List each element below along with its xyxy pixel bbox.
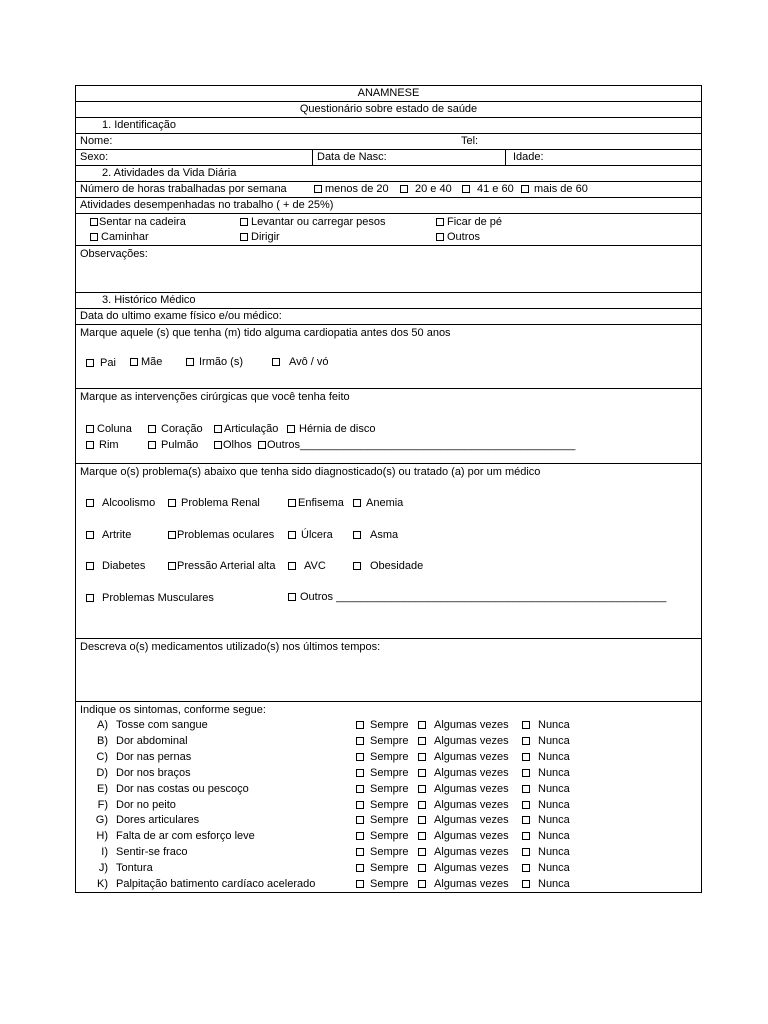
checkbox[interactable]: [356, 801, 364, 809]
nunca-option[interactable]: Nunca: [522, 862, 570, 875]
checkbox[interactable]: [356, 832, 364, 840]
sintoma-label: I) Sentir-se fraco: [101, 846, 188, 859]
algumas-vezes-option[interactable]: Algumas vezes: [418, 846, 509, 859]
checkbox[interactable]: [418, 753, 426, 761]
form-title: ANAMNESE: [76, 86, 701, 102]
checkbox[interactable]: [90, 233, 98, 241]
sempre-option[interactable]: Sempre: [356, 846, 409, 859]
checkbox[interactable]: [353, 531, 361, 539]
problema-option[interactable]: Problemas oculares: [168, 529, 274, 542]
algumas-vezes-option[interactable]: Algumas vezes: [418, 878, 509, 891]
horas-option[interactable]: menos de 20: [314, 183, 389, 196]
checkbox[interactable]: [356, 737, 364, 745]
checkbox[interactable]: [356, 785, 364, 793]
sempre-option[interactable]: Sempre: [356, 719, 409, 732]
sintoma-row: [76, 735, 701, 750]
algumas-vezes-option[interactable]: Algumas vezes: [418, 862, 509, 875]
nunca-option[interactable]: Nunca: [522, 799, 570, 812]
cirurgia-option[interactable]: Pulmão: [148, 439, 198, 452]
row-cardiopatia: [76, 325, 701, 389]
problema-option[interactable]: Enfisema: [288, 497, 344, 510]
checkbox[interactable]: [418, 832, 426, 840]
checkbox[interactable]: [86, 531, 94, 539]
sintoma-label: D) Dor nos braços: [96, 766, 191, 779]
sempre-option[interactable]: Sempre: [356, 799, 409, 812]
nunca-option[interactable]: Nunca: [522, 814, 570, 827]
sintoma-row: [76, 799, 701, 814]
cardio-option[interactable]: Avô / vó: [272, 356, 329, 369]
checkbox[interactable]: [86, 359, 94, 367]
algumas-vezes-option[interactable]: Algumas vezes: [418, 719, 509, 732]
sempre-option[interactable]: Sempre: [356, 735, 409, 748]
checkbox[interactable]: [90, 218, 98, 226]
row-medicamentos[interactable]: [76, 639, 701, 702]
cirurgia-option[interactable]: Hérnia de disco: [287, 423, 375, 436]
checkbox[interactable]: [356, 769, 364, 777]
checkbox[interactable]: [353, 562, 361, 570]
horas-option[interactable]: mais de 60: [521, 183, 588, 196]
checkbox[interactable]: [356, 864, 364, 872]
sintoma-row: [76, 878, 701, 893]
checkbox[interactable]: [436, 233, 444, 241]
row-horas: [76, 182, 701, 198]
cardio-option[interactable]: Mãe: [130, 356, 162, 369]
problema-option[interactable]: Outros ______________________________________________________: [288, 591, 666, 604]
tel-label[interactable]: Tel:: [461, 135, 479, 147]
algumas-vezes-option[interactable]: Algumas vezes: [418, 751, 509, 764]
sempre-option[interactable]: Sempre: [356, 878, 409, 891]
sexo-label[interactable]: Sexo:: [80, 151, 109, 163]
atividade-option[interactable]: Outros: [436, 231, 480, 244]
checkbox[interactable]: [522, 848, 530, 856]
horas-option[interactable]: 20 e 40: [400, 183, 452, 196]
checkbox[interactable]: [168, 499, 176, 507]
checkbox[interactable]: [418, 769, 426, 777]
nunca-option[interactable]: Nunca: [522, 783, 570, 796]
atividade-option[interactable]: Levantar ou carregar pesos: [240, 216, 386, 229]
sintoma-label: F) Dor no peito: [97, 798, 176, 811]
nasc-label[interactable]: Data de Nasc:: [317, 151, 387, 163]
checkbox[interactable]: [462, 185, 470, 193]
sintoma-label: G) Dores articulares: [95, 814, 200, 827]
checkbox[interactable]: [356, 848, 364, 856]
checkbox[interactable]: [168, 562, 176, 570]
row-observacoes[interactable]: [76, 246, 701, 293]
sempre-option[interactable]: Sempre: [356, 767, 409, 780]
cardio-option[interactable]: Pai: [86, 357, 116, 370]
sempre-option[interactable]: Sempre: [356, 862, 409, 875]
cirurgia-option[interactable]: Coluna: [86, 423, 132, 436]
anamnese-form: [75, 85, 702, 893]
checkbox[interactable]: [400, 185, 408, 193]
algumas-vezes-option[interactable]: Algumas vezes: [418, 783, 509, 796]
problema-option[interactable]: Pressão Arterial alta: [168, 560, 275, 573]
checkbox[interactable]: [288, 562, 296, 570]
idade-label[interactable]: Idade:: [513, 151, 544, 163]
sempre-option[interactable]: Sempre: [356, 783, 409, 796]
checkbox[interactable]: [522, 785, 530, 793]
checkbox[interactable]: [148, 441, 156, 449]
observacoes-label: Observações:: [80, 248, 148, 260]
checkbox[interactable]: [287, 425, 295, 433]
checkbox[interactable]: [272, 358, 280, 366]
checkbox[interactable]: [436, 218, 444, 226]
problema-option[interactable]: Problemas Musculares: [86, 592, 214, 605]
checkbox[interactable]: [258, 441, 266, 449]
section-identificacao: 1. Identificação: [76, 118, 701, 134]
problema-option[interactable]: Úlcera: [288, 529, 333, 542]
cardio-option[interactable]: Irmão (s): [186, 356, 243, 369]
cirurgia-option[interactable]: Outros_____________________________________________: [258, 439, 575, 452]
problemas-label: Marque o(s) problema(s) abaixo que tenha sido diagnosticado(s) ou tratado (a) por um médico: [80, 466, 541, 478]
sintoma-row: [76, 751, 701, 766]
sintoma-label: J) Tontura: [98, 862, 153, 875]
row-sintomas: [76, 702, 701, 892]
problema-option[interactable]: Diabetes: [86, 560, 145, 573]
atividade-option[interactable]: Caminhar: [90, 231, 149, 244]
checkbox[interactable]: [522, 801, 530, 809]
problema-option[interactable]: Anemia: [353, 497, 403, 510]
sintoma-row: [76, 767, 701, 782]
nunca-option[interactable]: Nunca: [522, 846, 570, 859]
horas-option[interactable]: 41 e 60: [462, 183, 514, 196]
sintoma-label: B) Dor abdominal: [97, 734, 188, 747]
checkbox[interactable]: [168, 531, 176, 539]
algumas-vezes-option[interactable]: Algumas vezes: [418, 735, 509, 748]
nunca-option[interactable]: Nunca: [522, 735, 570, 748]
checkbox[interactable]: [240, 218, 248, 226]
algumas-vezes-option[interactable]: Algumas vezes: [418, 767, 509, 780]
algumas-vezes-option[interactable]: Algumas vezes: [418, 799, 509, 812]
checkbox[interactable]: [86, 499, 94, 507]
checkbox[interactable]: [418, 785, 426, 793]
checkbox[interactable]: [356, 880, 364, 888]
section-atividades: 2. Atividades da Vida Diária: [76, 166, 701, 182]
algumas-vezes-option[interactable]: Algumas vezes: [418, 814, 509, 827]
checkbox[interactable]: [288, 593, 296, 601]
checkbox[interactable]: [356, 753, 364, 761]
nunca-option[interactable]: Nunca: [522, 719, 570, 732]
problema-option[interactable]: Artrite: [86, 529, 131, 542]
checkbox[interactable]: [418, 801, 426, 809]
cirurgia-option[interactable]: Olhos: [214, 439, 252, 452]
cirurgia-label: Marque as intervenções cirúrgicas que você tenha feito: [80, 391, 350, 403]
checkbox[interactable]: [314, 185, 322, 193]
checkbox[interactable]: [522, 816, 530, 824]
checkbox[interactable]: [418, 816, 426, 824]
nunca-option[interactable]: Nunca: [522, 751, 570, 764]
checkbox[interactable]: [522, 769, 530, 777]
sintoma-label: H) Falta de ar com esforço leve: [96, 830, 255, 843]
cardio-label: Marque aquele (s) que tenha (m) tido alguma cardiopatia antes dos 50 anos: [80, 327, 451, 339]
checkbox[interactable]: [521, 185, 529, 193]
atividade-option[interactable]: Dirigir: [240, 231, 280, 244]
algumas-vezes-option[interactable]: Algumas vezes: [418, 830, 509, 843]
medicamentos-label: Descreva o(s) medicamentos utilizado(s) nos últimos tempos:: [80, 641, 381, 653]
nunca-option[interactable]: Nunca: [522, 878, 570, 891]
checkbox[interactable]: [288, 499, 296, 507]
checkbox[interactable]: [86, 562, 94, 570]
checkbox[interactable]: [86, 425, 94, 433]
sempre-option[interactable]: Sempre: [356, 751, 409, 764]
cirurgia-option[interactable]: Coração: [148, 423, 203, 436]
checkbox[interactable]: [288, 531, 296, 539]
checkbox[interactable]: [418, 848, 426, 856]
sintoma-row: [76, 719, 701, 734]
checkbox[interactable]: [353, 499, 361, 507]
checkbox[interactable]: [240, 233, 248, 241]
nunca-option[interactable]: Nunca: [522, 830, 570, 843]
checkbox[interactable]: [130, 358, 138, 366]
checkbox[interactable]: [522, 832, 530, 840]
checkbox[interactable]: [186, 358, 194, 366]
checkbox[interactable]: [522, 721, 530, 729]
checkbox[interactable]: [86, 594, 94, 602]
checkbox[interactable]: [522, 753, 530, 761]
problema-option[interactable]: Asma: [353, 529, 398, 542]
problema-option[interactable]: AVC: [288, 560, 326, 573]
checkbox[interactable]: [522, 880, 530, 888]
row-cirurgias: [76, 389, 701, 464]
sintoma-label: K) Palpitação batimento cardíaco acelerado: [97, 878, 316, 890]
atividade-option[interactable]: Ficar de pé: [436, 216, 502, 229]
checkbox[interactable]: [418, 721, 426, 729]
exame-label[interactable]: Data do ultimo exame físico e/ou médico:: [76, 309, 701, 325]
sintoma-row: [76, 862, 701, 877]
sintomas-label: Indique os sintomas, conforme segue:: [80, 704, 266, 716]
sintoma-row: [76, 814, 701, 829]
checkbox[interactable]: [522, 737, 530, 745]
atividades-label: Atividades desempenhadas no trabalho ( + de 25%): [76, 198, 701, 214]
row-nome: [76, 134, 701, 150]
problema-option[interactable]: Problema Renal: [168, 497, 260, 510]
cirurgia-option[interactable]: Articulação: [214, 423, 278, 436]
checkbox[interactable]: [522, 864, 530, 872]
nome-label[interactable]: Nome:: [80, 135, 113, 147]
checkbox[interactable]: [86, 441, 94, 449]
sintoma-label: E) Dor nas costas ou pescoço: [97, 782, 249, 795]
checkbox[interactable]: [214, 425, 222, 433]
sintoma-row: [76, 846, 701, 861]
horas-label: Número de horas trabalhadas por semana: [80, 183, 287, 195]
checkbox[interactable]: [214, 441, 222, 449]
sintoma-label: A) Tosse com sangue: [97, 719, 208, 731]
checkbox[interactable]: [418, 880, 426, 888]
checkbox[interactable]: [356, 721, 364, 729]
sintoma-row: [76, 830, 701, 845]
sintoma-row: [76, 783, 701, 798]
row-atividades: [76, 214, 701, 246]
form-subtitle: Questionário sobre estado de saúde: [76, 102, 701, 118]
row-sexo: [76, 150, 701, 166]
cirurgia-option[interactable]: Rim: [86, 439, 119, 452]
sempre-option[interactable]: Sempre: [356, 814, 409, 827]
sempre-option[interactable]: Sempre: [356, 830, 409, 843]
row-problemas: [76, 464, 701, 639]
checkbox[interactable]: [418, 737, 426, 745]
checkbox[interactable]: [356, 816, 364, 824]
problema-option[interactable]: Obesidade: [353, 560, 423, 573]
atividade-option[interactable]: Sentar na cadeira: [90, 216, 186, 229]
sintoma-label: C) Dor nas pernas: [96, 750, 192, 763]
checkbox[interactable]: [418, 864, 426, 872]
problema-option[interactable]: Alcoolismo: [86, 497, 155, 510]
checkbox[interactable]: [148, 425, 156, 433]
nunca-option[interactable]: Nunca: [522, 767, 570, 780]
section-historico: 3. Histórico Médico: [76, 293, 701, 309]
